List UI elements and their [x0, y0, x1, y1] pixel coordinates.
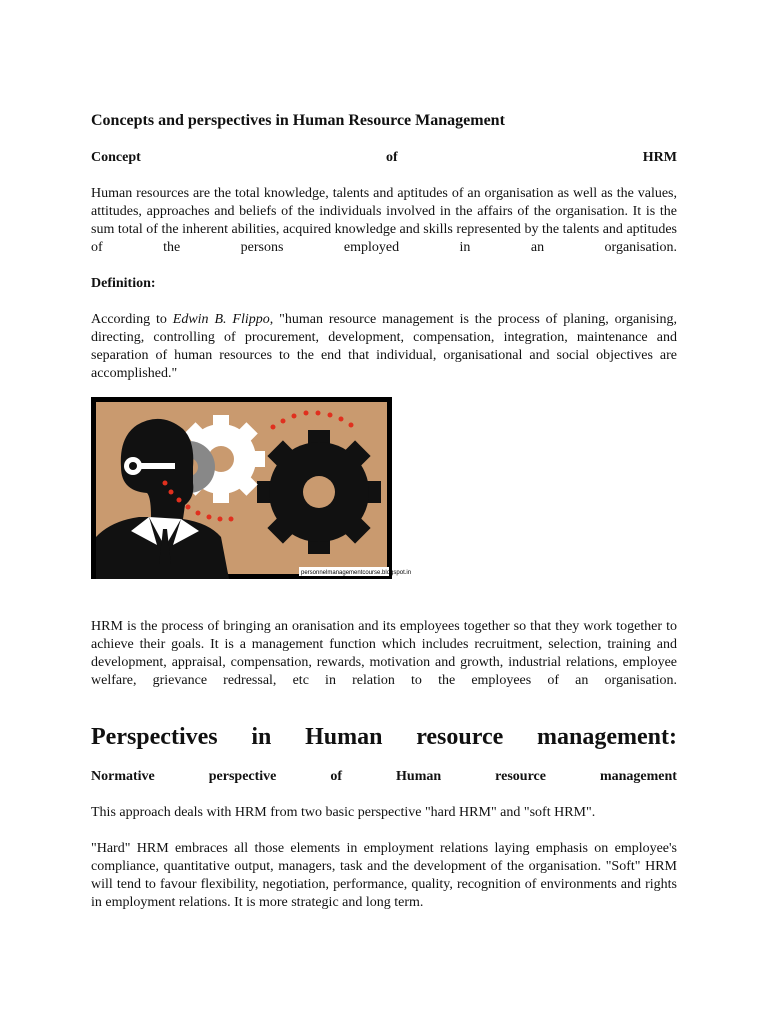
- image-credit: personnelmanagementcourse.blogspot.in: [301, 570, 412, 576]
- concept-heading-word: HRM: [642, 150, 677, 165]
- concept-heading-word: of: [385, 150, 398, 165]
- flippo-quote-paragraph: [91, 311, 677, 383]
- normative-heading-word: of: [330, 769, 343, 784]
- hrm-illustration-image: [91, 397, 412, 579]
- hard-soft-intro-paragraph: This approach deals with HRM from two basic perspective "hard HRM" and "soft HRM".: [91, 805, 596, 820]
- perspectives-heading: [91, 724, 677, 751]
- perspectives-heading-word: Perspectives: [91, 724, 218, 750]
- hard-soft-hrm-paragraph: "Hard" HRM embraces all those elements in employment relations laying emphasis on employee's compliance, quantitative output, managers, task and the development of the organisation. "Soft" HRM will tend to favour flexibility, negotiation, performance, quality, recognition of environments and rights in employment relations. It is more strategic and long term.: [91, 841, 677, 910]
- perspectives-heading-word: management:: [537, 724, 677, 750]
- hr-definition-paragraph: Human resources are the total knowledge, talents and aptitudes of an organisation as well as the values, attitudes, approaches and beliefs of the individuals involved in the affairs of the organisation. It is the sum total of the inherent abilities, acquired knowledge and skills represented by the talents and aptitudes of the persons employed in an organisation.: [91, 186, 677, 255]
- definition-heading: Definition:: [91, 276, 156, 291]
- normative-heading-word: resource: [495, 769, 546, 784]
- quote-text: , "human resource management is the process of planing, organising, directing, controlling of procurement, development, compensation, integration, maintenance and separation of human resources to the end that individual, organisational and social objectives are accomplished.": [91, 312, 677, 381]
- normative-heading-word: perspective: [208, 769, 277, 784]
- perspectives-heading-word: resource: [416, 724, 504, 750]
- hrm-illustration: [91, 397, 412, 579]
- perspectives-heading-word: Human: [305, 724, 383, 750]
- normative-heading: [91, 769, 677, 785]
- normative-heading-word: Normative: [91, 769, 155, 784]
- concept-heading-word: Concept: [91, 150, 141, 165]
- document-title: Concepts and perspectives in Human Resource Management: [91, 112, 505, 129]
- author-name: Edwin B. Flippo: [172, 312, 270, 327]
- concept-heading: [91, 150, 677, 166]
- quote-prefix: According to: [91, 312, 173, 327]
- normative-heading-word: management: [599, 769, 677, 784]
- hrm-process-paragraph: HRM is the process of bringing an oranisation and its employees together so that they work together to achieve their goals. It is a management function which includes recruitment, selection, training and development, appraisal, compensation, rewards, motivation and growth, industrial relations, employee welfare, grievance redressal, etc in relation to the employees of an organisation.: [91, 619, 677, 688]
- normative-heading-word: Human: [396, 769, 442, 784]
- perspectives-heading-word: in: [251, 724, 272, 750]
